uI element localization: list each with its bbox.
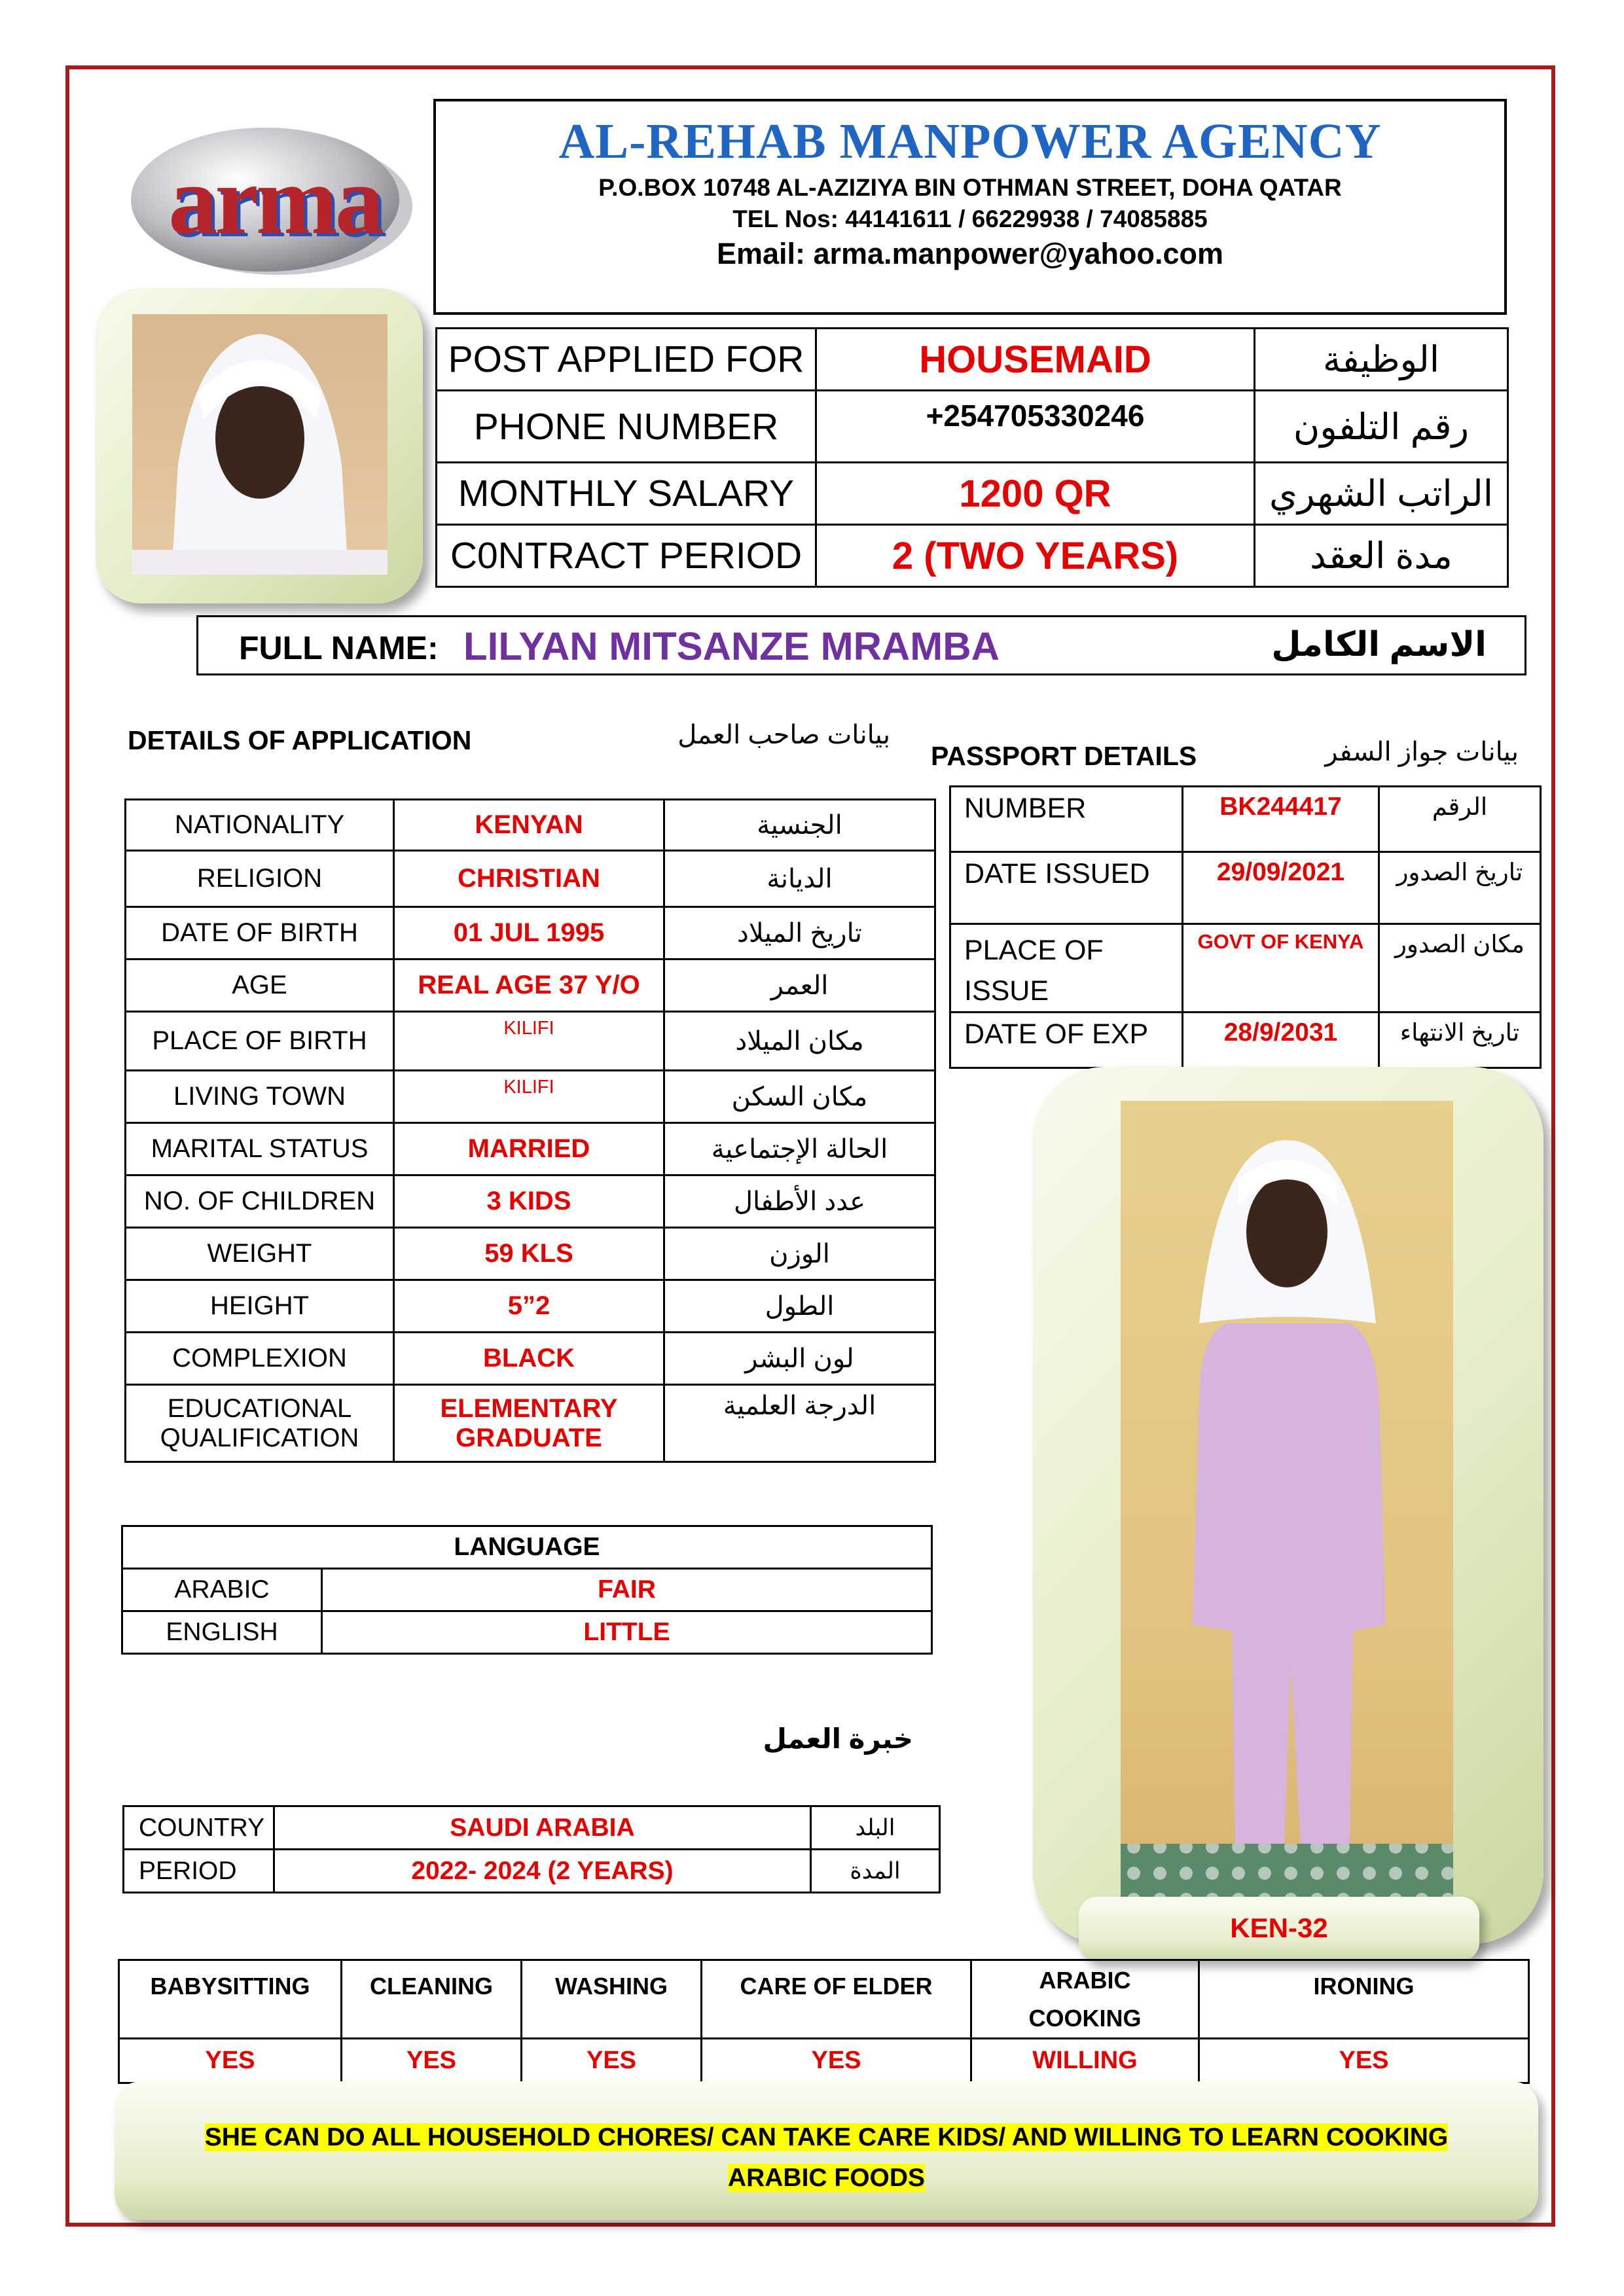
language-label: ARABIC: [122, 1569, 322, 1611]
skill-value: YES: [1199, 2039, 1529, 2083]
full-name-arabic: الاسم الكامل: [1271, 626, 1487, 664]
skill-label-cell: [702, 1960, 971, 2039]
skill-label: ARABIC COOKING: [1028, 1966, 1142, 2032]
job-arabic: الوظيفة: [1255, 329, 1508, 391]
application-value: ELEMENTARY GRADUATE: [394, 1385, 664, 1462]
passport-arabic: الرقم: [1379, 787, 1541, 852]
table-row: [122, 1569, 932, 1611]
portrait-frame: [96, 288, 423, 603]
application-arabic: عدد الأطفال: [664, 1175, 935, 1228]
passport-arabic: تاريخ الصدور: [1379, 852, 1541, 924]
skill-label-cell: [1199, 1960, 1529, 2039]
application-label: AGE: [126, 960, 394, 1012]
application-value: 59 KLS: [394, 1228, 664, 1280]
experience-label: PERIOD: [124, 1850, 274, 1893]
experience-value: 2022- 2024 (2 YEARS): [274, 1850, 811, 1893]
application-arabic: مكان الميلاد: [664, 1012, 935, 1071]
application-label: MARITAL STATUS: [126, 1123, 394, 1175]
passport-value: 29/09/2021: [1183, 852, 1379, 924]
table-row: [126, 851, 935, 907]
table-row: [126, 800, 935, 851]
application-label: LIVING TOWN: [126, 1071, 394, 1123]
experience-arabic: المدة: [811, 1850, 940, 1893]
logo-text: arma: [168, 146, 382, 255]
passport-value: GOVT OF KENYA: [1183, 924, 1379, 1013]
application-arabic: تاريخ الميلاد: [664, 907, 935, 960]
passport-label: PLACE OF ISSUE: [950, 924, 1183, 1013]
job-arabic: الراتب الشهري: [1255, 463, 1508, 525]
application-label: DATE OF BIRTH: [126, 907, 394, 960]
table-row: [126, 1012, 935, 1071]
application-arabic: لون البشر: [664, 1333, 935, 1385]
experience-arabic: البلد: [811, 1806, 940, 1850]
application-label: NO. OF CHILDREN: [126, 1175, 394, 1228]
job-arabic: رقم التلفون: [1255, 391, 1508, 463]
experience-title-arabic: خبرة العمل: [763, 1723, 913, 1754]
table-row: [126, 1333, 935, 1385]
application-arabic: الوزن: [664, 1228, 935, 1280]
table-row: [950, 852, 1541, 924]
table-row: [950, 1013, 1541, 1068]
table-row: [437, 391, 1508, 463]
application-label: PLACE OF BIRTH: [126, 1012, 394, 1071]
experience-label: COUNTRY: [124, 1806, 274, 1850]
application-value: CHRISTIAN: [394, 851, 664, 907]
experience-value: SAUDI ARABIA: [274, 1806, 811, 1850]
application-arabic: الطول: [664, 1280, 935, 1333]
job-label: PHONE NUMBER: [437, 391, 816, 463]
table-row: [124, 1850, 940, 1893]
person-portrait-icon: [132, 314, 388, 575]
remarks-text: SHE CAN DO ALL HOUSEHOLD CHORES/ CAN TAKE CARE KIDS/ AND WILLING TO LEARN COOKING ARABIC FOODS: [204, 2123, 1449, 2192]
remarks-box: [115, 2081, 1538, 2220]
job-label: C0NTRACT PERIOD: [437, 525, 816, 587]
reference-code: KEN-32: [1230, 1912, 1328, 1943]
full-name-value: LILYAN MITSANZE MRAMBA: [463, 624, 1000, 668]
passport-arabic: مكان الصدور: [1379, 924, 1541, 1013]
application-table: [124, 798, 936, 1463]
passport-value: BK244417: [1183, 787, 1379, 852]
full-body-photo-frame: [1033, 1067, 1543, 1944]
table-row: [122, 1611, 932, 1654]
application-arabic: العمر: [664, 960, 935, 1012]
passport-value: 28/9/2031: [1183, 1013, 1379, 1068]
application-title-arabic: بيانات صاحب العمل: [677, 721, 890, 749]
experience-table: [122, 1805, 941, 1893]
agency-tel: TEL Nos: 44141611 / 66229938 / 74085885: [732, 206, 1208, 232]
table-row: [437, 463, 1508, 525]
job-table: [435, 327, 1509, 588]
language-value: LITTLE: [322, 1611, 932, 1654]
application-value: 5”2: [394, 1280, 664, 1333]
application-value: MARRIED: [394, 1123, 664, 1175]
agency-header: [433, 99, 1507, 315]
full-body-photo: [1121, 1101, 1453, 1899]
application-label: RELIGION: [126, 851, 394, 907]
job-value: HOUSEMAID: [816, 329, 1255, 391]
skill-label: CLEANING: [370, 1972, 493, 2000]
agency-email: Email: arma.manpower@yahoo.com: [716, 237, 1224, 270]
passport-label: NUMBER: [950, 787, 1183, 852]
full-name-label: FULL NAME:: [239, 630, 439, 666]
table-row: [126, 1228, 935, 1280]
application-label: WEIGHT: [126, 1228, 394, 1280]
language-table: [121, 1525, 933, 1655]
skill-value: YES: [702, 2039, 971, 2083]
application-value: REAL AGE 37 Y/O: [394, 960, 664, 1012]
application-value: 3 KIDS: [394, 1175, 664, 1228]
table-row: [119, 1960, 1529, 2039]
skill-label-cell: [971, 1960, 1199, 2039]
table-row: [119, 2039, 1529, 2083]
table-row: [950, 924, 1541, 1013]
application-value: KENYAN: [394, 800, 664, 851]
application-arabic: مكان السكن: [664, 1071, 935, 1123]
job-label: POST APPLIED FOR: [437, 329, 816, 391]
passport-label: DATE OF EXP: [950, 1013, 1183, 1068]
application-label: HEIGHT: [126, 1280, 394, 1333]
skills-table: [118, 1959, 1530, 2084]
job-value: 1200 QR: [816, 463, 1255, 525]
application-arabic: الجنسية: [664, 800, 935, 851]
table-row: [126, 907, 935, 960]
agency-logo: [118, 118, 425, 281]
application-value: BLACK: [394, 1333, 664, 1385]
language-value: FAIR: [322, 1569, 932, 1611]
skill-value: YES: [119, 2039, 342, 2083]
passport-title: PASSPORT DETAILS: [931, 741, 1197, 771]
agency-name: AL-REHAB MANPOWER AGENCY: [558, 114, 1382, 169]
application-value: KILIFI: [394, 1071, 664, 1123]
language-title: LANGUAGE: [122, 1526, 932, 1569]
application-value: 01 JUL 1995: [394, 907, 664, 960]
job-label: MONTHLY SALARY: [437, 463, 816, 525]
table-row: [126, 1123, 935, 1175]
passport-arabic: تاريخ الانتهاء: [1379, 1013, 1541, 1068]
skill-label: BABYSITTING: [150, 1972, 310, 2000]
skill-value: YES: [522, 2039, 702, 2083]
skill-label-cell: [119, 1960, 342, 2039]
job-value: +254705330246: [816, 391, 1255, 463]
table-row: [126, 1385, 935, 1462]
skill-label: IRONING: [1313, 1972, 1415, 2000]
application-arabic: الدرجة العلمية: [664, 1385, 935, 1462]
skill-label: CARE OF ELDER: [740, 1972, 933, 2000]
application-value: KILIFI: [394, 1012, 664, 1071]
application-arabic: الحالة الإجتماعية: [664, 1123, 935, 1175]
person-standing-icon: [1121, 1101, 1453, 1899]
skill-value: WILLING: [971, 2039, 1199, 2083]
table-row: [126, 1175, 935, 1228]
passport-label: DATE ISSUED: [950, 852, 1183, 924]
skill-label-cell: [342, 1960, 522, 2039]
table-row: [126, 1071, 935, 1123]
job-value: 2 (TWO YEARS): [816, 525, 1255, 587]
application-title: DETAILS OF APPLICATION: [128, 725, 472, 755]
table-row: [126, 960, 935, 1012]
job-arabic: مدة العقد: [1255, 525, 1508, 587]
table-row: [122, 1526, 932, 1569]
application-label: COMPLEXION: [126, 1333, 394, 1385]
table-row: [950, 787, 1541, 852]
agency-address: P.O.BOX 10748 AL-AZIZIYA BIN OTHMAN STREET, DOHA QATAR: [598, 174, 1342, 201]
skill-label-cell: [522, 1960, 702, 2039]
skill-label: WASHING: [554, 1972, 668, 2000]
reference-badge: [1079, 1897, 1479, 1961]
language-label: ENGLISH: [122, 1611, 322, 1654]
skill-value: YES: [342, 2039, 522, 2083]
passport-table: [949, 785, 1542, 1069]
portrait-photo: [132, 314, 388, 575]
application-label: EDUCATIONAL QUALIFICATION: [126, 1385, 394, 1462]
passport-title-arabic: بيانات جواز السفر: [1325, 738, 1519, 766]
table-row: [126, 1280, 935, 1333]
full-name-box: [196, 615, 1526, 675]
table-row: [437, 525, 1508, 587]
table-row: [124, 1806, 940, 1850]
application-label: NATIONALITY: [126, 800, 394, 851]
application-arabic: الديانة: [664, 851, 935, 907]
table-row: [437, 329, 1508, 391]
